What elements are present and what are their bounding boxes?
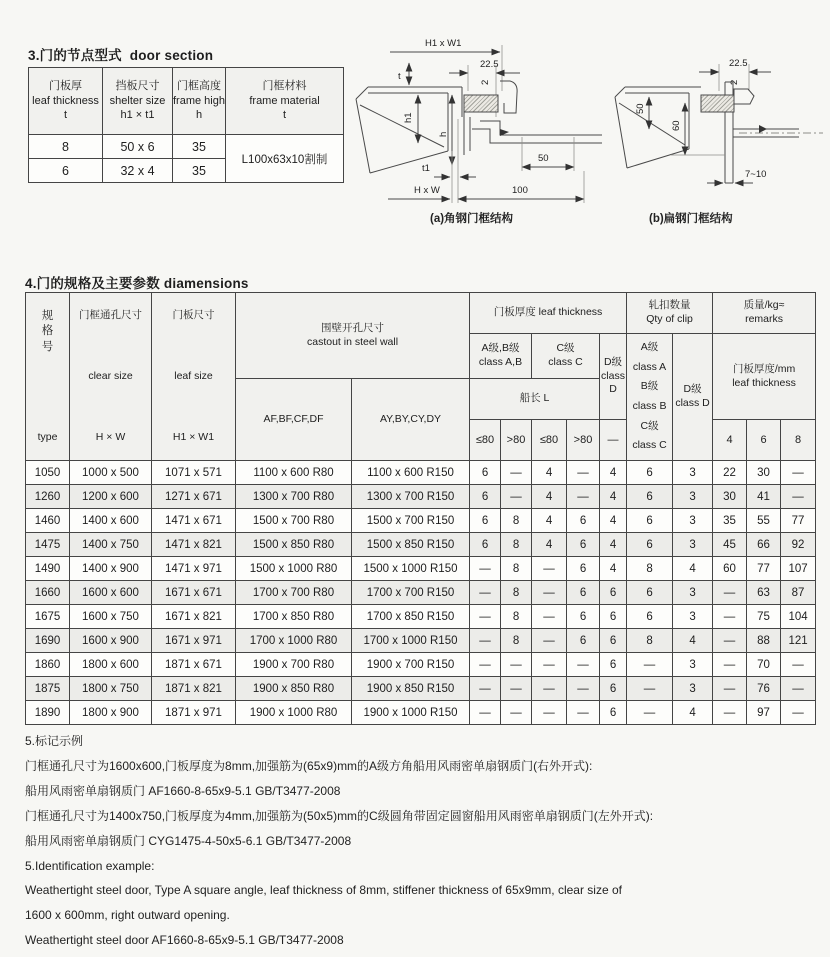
value-cell: 1900 x 700 R150 xyxy=(352,653,470,677)
value-cell: — xyxy=(532,653,567,677)
value-cell: 6 xyxy=(567,581,600,605)
value-cell: 1700 x 1000 R150 xyxy=(352,629,470,653)
col-header-ship-length: 船长 L xyxy=(470,379,600,420)
value-cell: — xyxy=(713,701,747,725)
value-cell: 1500 x 1000 R150 xyxy=(352,557,470,581)
value-cell: 1871 x 971 xyxy=(152,701,236,725)
value-cell: — xyxy=(470,701,501,725)
value-cell: — xyxy=(713,629,747,653)
value-cell: — xyxy=(501,653,532,677)
value-cell: 6 xyxy=(567,533,600,557)
value-cell: 66 xyxy=(747,533,781,557)
value-cell: — xyxy=(470,653,501,677)
value-cell: 1600 x 600 xyxy=(70,581,152,605)
value-cell: 60 xyxy=(713,557,747,581)
value-cell: — xyxy=(470,557,501,581)
footer-line: 门框通孔尺寸为1600x600,门板厚度为8mm,加强筋为(65x9)mm的A级方角船用风雨密单扇钢质门(右外开式): xyxy=(25,758,593,773)
value-cell: 1500 x 850 R150 xyxy=(352,533,470,557)
cell: 32 x 4 xyxy=(103,159,173,183)
col-header-class-d: D级 class D xyxy=(600,334,627,420)
value-cell: 8 xyxy=(501,581,532,605)
table-row xyxy=(26,701,816,725)
value-cell: 6 xyxy=(470,533,501,557)
section3-title-zh: 3.门的节点型式 xyxy=(28,48,122,63)
value-cell: 1800 x 600 xyxy=(70,653,152,677)
value-cell: 1900 x 1000 R150 xyxy=(352,701,470,725)
value-cell: 77 xyxy=(747,557,781,581)
cell: 6 xyxy=(29,159,103,183)
dimensions-table xyxy=(25,292,816,725)
cell: 35 xyxy=(173,135,226,159)
value-cell: 6 xyxy=(600,701,627,725)
value-cell: 3 xyxy=(673,461,713,485)
col-header-gt80-c: >80 xyxy=(567,420,600,461)
value-cell: — xyxy=(470,581,501,605)
value-cell: — xyxy=(532,605,567,629)
cell: 8 xyxy=(29,135,103,159)
value-cell: 1471 x 821 xyxy=(152,533,236,557)
value-cell: 1400 x 600 xyxy=(70,509,152,533)
table-row xyxy=(26,557,816,581)
col-header-leaf-thickness: 门板厚 leaf thickness t xyxy=(29,68,103,135)
col-header-le80-ab: ≤80 xyxy=(470,420,501,461)
col-header-leaf-size: 门板尺寸 leaf size H1 × W1 xyxy=(152,293,236,461)
col-header-class-c: C级 class C xyxy=(532,334,600,379)
footer-line: Weathertight steel door AF1660-8-65x9-5.1 GB/T3477-2008 xyxy=(25,933,344,948)
footer-line: 船用风雨密单扇钢质门 AF1660-8-65x9-5.1 GB/T3477-2008 xyxy=(25,783,341,798)
value-cell: — xyxy=(567,701,600,725)
value-cell: 35 xyxy=(713,509,747,533)
value-cell: 1500 x 700 R150 xyxy=(352,509,470,533)
value-cell: 3 xyxy=(673,485,713,509)
value-cell: 30 xyxy=(747,461,781,485)
col-header-clip-abc: A级 class A B级 class B C级 class C xyxy=(627,334,673,461)
value-cell: 4 xyxy=(673,701,713,725)
value-cell: — xyxy=(501,677,532,701)
type-cell: 1860 xyxy=(26,653,70,677)
value-cell: 4 xyxy=(532,461,567,485)
diagram-a-caption: (a)角钢门框结构 xyxy=(430,213,514,225)
table-row xyxy=(26,629,816,653)
value-cell: — xyxy=(781,485,816,509)
col-header-shelter-size: 挡板尺寸 shelter size h1 × t1 xyxy=(103,68,173,135)
col-header-castout: 围壁开孔尺寸 castout in steel wall xyxy=(236,293,470,379)
value-cell: — xyxy=(713,581,747,605)
value-cell: 6 xyxy=(567,509,600,533)
value-cell: 76 xyxy=(747,677,781,701)
value-cell: 3 xyxy=(673,581,713,605)
value-cell: — xyxy=(567,677,600,701)
col-header-dash-d: — xyxy=(600,420,627,461)
value-cell: — xyxy=(470,629,501,653)
value-cell: 6 xyxy=(627,581,673,605)
value-cell: 3 xyxy=(673,509,713,533)
footer-line: 1600 x 600mm, right outward opening. xyxy=(25,908,230,923)
value-cell: — xyxy=(713,605,747,629)
value-cell: 6 xyxy=(567,605,600,629)
value-cell: 1700 x 850 R80 xyxy=(236,605,352,629)
col-header-frame-high: 门框高度 frame high h xyxy=(173,68,226,135)
value-cell: 1700 x 1000 R80 xyxy=(236,629,352,653)
col-header-mass-6: 6 xyxy=(747,420,781,461)
value-cell: 4 xyxy=(600,485,627,509)
diagram-b-caption: (b)扁钢门框结构 xyxy=(649,213,733,225)
value-cell: 4 xyxy=(600,533,627,557)
value-cell: 6 xyxy=(567,557,600,581)
value-cell: 4 xyxy=(532,509,567,533)
value-cell: 4 xyxy=(673,629,713,653)
value-cell: 6 xyxy=(600,653,627,677)
value-cell: 1600 x 900 xyxy=(70,629,152,653)
col-header-type: 规 格 号 type xyxy=(26,293,70,461)
value-cell: 1871 x 821 xyxy=(152,677,236,701)
value-cell: 1800 x 900 xyxy=(70,701,152,725)
type-cell: 1490 xyxy=(26,557,70,581)
dim-label-50: 50 xyxy=(538,153,549,164)
col-header-clip-d: D级 class D xyxy=(673,334,713,461)
type-cell: 1890 xyxy=(26,701,70,725)
dim-label-100: 100 xyxy=(512,185,528,196)
col-header-castout-y: AY,BY,CY,DY xyxy=(352,379,470,461)
value-cell: 87 xyxy=(781,581,816,605)
col-header-mass-thickness: 门板厚度/mm leaf thickness xyxy=(713,334,816,420)
value-cell: 1671 x 821 xyxy=(152,605,236,629)
col-header-mass-8: 8 xyxy=(781,420,816,461)
value-cell: 8 xyxy=(501,557,532,581)
col-header-leaf-thickness: 门板厚度 leaf thickness xyxy=(470,293,627,334)
value-cell: 4 xyxy=(600,557,627,581)
value-cell: 107 xyxy=(781,557,816,581)
value-cell: 6 xyxy=(600,605,627,629)
angle-steel-frame-diagram xyxy=(352,25,620,230)
col-header-clip-qty: 轧扣数量 Qty of clip xyxy=(627,293,713,334)
value-cell: 1700 x 700 R150 xyxy=(352,581,470,605)
value-cell: — xyxy=(532,557,567,581)
value-cell: — xyxy=(627,653,673,677)
dimensions-table-body xyxy=(26,461,816,725)
value-cell: 1600 x 750 xyxy=(70,605,152,629)
value-cell: — xyxy=(567,485,600,509)
dim-label-t1: t1 xyxy=(422,163,430,174)
value-cell: 3 xyxy=(673,653,713,677)
table-row xyxy=(26,653,816,677)
value-cell: 6 xyxy=(627,485,673,509)
table-row xyxy=(26,533,816,557)
value-cell: — xyxy=(470,605,501,629)
frame-material-cell: L100x63x10割制 xyxy=(226,135,344,183)
col-header-gt80-ab: >80 xyxy=(501,420,532,461)
value-cell: 4 xyxy=(532,533,567,557)
value-cell: 6 xyxy=(567,629,600,653)
value-cell: 1471 x 971 xyxy=(152,557,236,581)
table-row xyxy=(26,461,816,485)
dim-label-22-5: 22.5 xyxy=(480,59,499,70)
dim-label-7-10: 7~10 xyxy=(745,169,767,180)
cell: 35 xyxy=(173,159,226,183)
value-cell: 4 xyxy=(600,509,627,533)
type-cell: 1875 xyxy=(26,677,70,701)
table-row xyxy=(26,677,816,701)
cell: 50 x 6 xyxy=(103,135,173,159)
value-cell: 121 xyxy=(781,629,816,653)
col-header-clear-size: 门框通孔尺寸 clear size H × W xyxy=(70,293,152,461)
type-cell: 1260 xyxy=(26,485,70,509)
value-cell: 4 xyxy=(532,485,567,509)
section4-title-en: diamensions xyxy=(163,276,249,291)
type-cell: 1460 xyxy=(26,509,70,533)
identification-example-text xyxy=(25,729,817,953)
value-cell: 6 xyxy=(627,605,673,629)
value-cell: — xyxy=(532,701,567,725)
type-cell: 1675 xyxy=(26,605,70,629)
section4-title xyxy=(25,272,249,293)
value-cell: 1900 x 850 R80 xyxy=(236,677,352,701)
value-cell: — xyxy=(567,653,600,677)
value-cell: 8 xyxy=(627,629,673,653)
value-cell: 6 xyxy=(627,509,673,533)
value-cell: 1500 x 1000 R80 xyxy=(236,557,352,581)
table-row xyxy=(26,509,816,533)
type-cell: 1050 xyxy=(26,461,70,485)
value-cell: 1900 x 700 R80 xyxy=(236,653,352,677)
dim-label-50: 50 xyxy=(635,103,646,114)
value-cell: — xyxy=(567,461,600,485)
value-cell: 8 xyxy=(501,533,532,557)
value-cell: — xyxy=(532,629,567,653)
value-cell: 1400 x 750 xyxy=(70,533,152,557)
value-cell: 1871 x 671 xyxy=(152,653,236,677)
value-cell: — xyxy=(470,677,501,701)
table-row xyxy=(26,605,816,629)
value-cell: 6 xyxy=(600,581,627,605)
value-cell: 1671 x 671 xyxy=(152,581,236,605)
door-section-table xyxy=(28,67,344,183)
value-cell: — xyxy=(627,677,673,701)
value-cell: 3 xyxy=(673,605,713,629)
value-cell: 1300 x 700 R80 xyxy=(236,485,352,509)
header-row-1 xyxy=(26,293,816,334)
value-cell: 1100 x 600 R150 xyxy=(352,461,470,485)
value-cell: — xyxy=(781,461,816,485)
value-cell: — xyxy=(713,653,747,677)
door-section-header-row xyxy=(29,68,344,135)
value-cell: 92 xyxy=(781,533,816,557)
value-cell: — xyxy=(781,701,816,725)
footer-line: 门框通孔尺寸为1400x750,门板厚度为4mm,加强筋为(50x5)mm的C级圆角带固定圆窗船用风雨密单扇钢质门(左外开式): xyxy=(25,808,654,823)
value-cell: 6 xyxy=(470,509,501,533)
dim-label-60: 60 xyxy=(671,120,682,131)
value-cell: — xyxy=(627,701,673,725)
footer-line: 5.Identification example: xyxy=(25,858,155,873)
footer-line: Weathertight steel door, Type A square angle, leaf thickness of 8mm, stiffener thickness of 65x9mm, clear size of xyxy=(25,883,622,898)
value-cell: — xyxy=(532,677,567,701)
dim-label-h1: h1 xyxy=(403,112,414,123)
value-cell: 6 xyxy=(470,461,501,485)
value-cell: 77 xyxy=(781,509,816,533)
col-header-class-ab: A级,B级 class A,B xyxy=(470,334,532,379)
value-cell: 3 xyxy=(673,533,713,557)
value-cell: 6 xyxy=(600,677,627,701)
section3-title-en: door section xyxy=(129,48,214,63)
value-cell: 4 xyxy=(673,557,713,581)
value-cell: 1400 x 900 xyxy=(70,557,152,581)
value-cell: 1700 x 850 R150 xyxy=(352,605,470,629)
value-cell: 4 xyxy=(600,461,627,485)
value-cell: 8 xyxy=(501,629,532,653)
value-cell: — xyxy=(501,461,532,485)
value-cell: 88 xyxy=(747,629,781,653)
value-cell: 6 xyxy=(627,533,673,557)
dim-label-h1w1: H1 x W1 xyxy=(425,38,462,49)
value-cell: 8 xyxy=(627,557,673,581)
value-cell: 30 xyxy=(713,485,747,509)
value-cell: 1900 x 1000 R80 xyxy=(236,701,352,725)
value-cell: 1071 x 571 xyxy=(152,461,236,485)
value-cell: 75 xyxy=(747,605,781,629)
value-cell: 104 xyxy=(781,605,816,629)
value-cell: — xyxy=(501,701,532,725)
col-header-mass-4: 4 xyxy=(713,420,747,461)
footer-line: 船用风雨密单扇钢质门 CYG1475-4-50x5-6.1 GB/T3477-2008 xyxy=(25,833,352,848)
value-cell: 6 xyxy=(627,461,673,485)
value-cell: 1900 x 850 R150 xyxy=(352,677,470,701)
value-cell: 1200 x 600 xyxy=(70,485,152,509)
value-cell: 1700 x 700 R80 xyxy=(236,581,352,605)
value-cell: 8 xyxy=(501,605,532,629)
value-cell: 1000 x 500 xyxy=(70,461,152,485)
dim-label-2: 2 xyxy=(480,79,491,85)
value-cell: 55 xyxy=(747,509,781,533)
value-cell: 70 xyxy=(747,653,781,677)
flat-steel-frame-diagram xyxy=(613,25,828,230)
value-cell: — xyxy=(501,485,532,509)
value-cell: 6 xyxy=(470,485,501,509)
section3-title xyxy=(28,44,213,65)
section4-title-zh: 4.门的规格及主要参数 xyxy=(25,276,160,291)
value-cell: — xyxy=(713,677,747,701)
col-header-castout-f: AF,BF,CF,DF xyxy=(236,379,352,461)
value-cell: 1271 x 671 xyxy=(152,485,236,509)
value-cell: 22 xyxy=(713,461,747,485)
dim-label-h: h xyxy=(438,131,449,137)
value-cell: 6 xyxy=(600,629,627,653)
dim-label-t: t xyxy=(398,71,401,82)
value-cell: 3 xyxy=(673,677,713,701)
value-cell: 45 xyxy=(713,533,747,557)
type-cell: 1475 xyxy=(26,533,70,557)
col-header-mass: 质量/kg≈ remarks xyxy=(713,293,816,334)
value-cell: — xyxy=(781,677,816,701)
value-cell: 41 xyxy=(747,485,781,509)
table-row xyxy=(26,581,816,605)
value-cell: 1100 x 600 R80 xyxy=(236,461,352,485)
dim-label-2: 2 xyxy=(729,79,740,85)
value-cell: 1671 x 971 xyxy=(152,629,236,653)
value-cell: — xyxy=(781,653,816,677)
value-cell: 1500 x 850 R80 xyxy=(236,533,352,557)
footer-line: 5.标记示例 xyxy=(25,734,84,748)
value-cell: — xyxy=(532,581,567,605)
type-cell: 1660 xyxy=(26,581,70,605)
dim-label-22-5: 22.5 xyxy=(729,58,748,69)
value-cell: 1500 x 700 R80 xyxy=(236,509,352,533)
value-cell: 1300 x 700 R150 xyxy=(352,485,470,509)
value-cell: 63 xyxy=(747,581,781,605)
gasket-hatch xyxy=(701,95,734,112)
table-row xyxy=(26,485,816,509)
dim-label-hw: H x W xyxy=(414,185,440,196)
gasket-hatch xyxy=(464,95,498,112)
value-cell: 97 xyxy=(747,701,781,725)
value-cell: 8 xyxy=(501,509,532,533)
col-header-le80-c: ≤80 xyxy=(532,420,567,461)
value-cell: 1471 x 671 xyxy=(152,509,236,533)
value-cell: 1800 x 750 xyxy=(70,677,152,701)
table-row xyxy=(29,135,344,159)
type-cell: 1690 xyxy=(26,629,70,653)
col-header-frame-material: 门框材料 frame material t xyxy=(226,68,344,135)
